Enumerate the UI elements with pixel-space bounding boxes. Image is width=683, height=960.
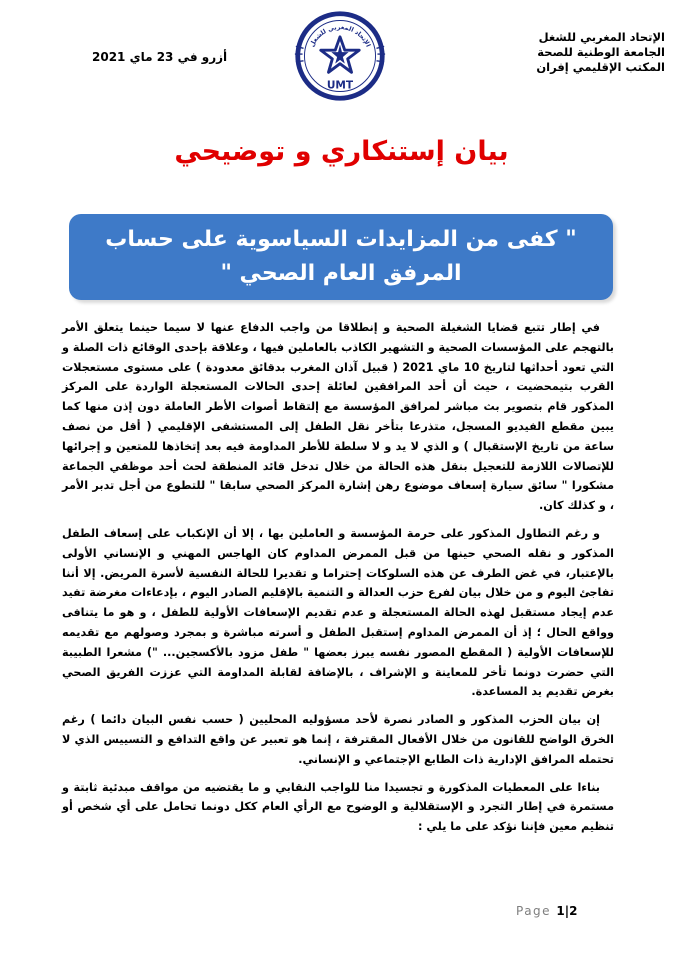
page-footer <box>516 904 578 918</box>
umt-star-logo-icon <box>292 8 388 104</box>
headline-banner <box>69 214 613 300</box>
paragraph-conclusion: بناءا على المعطيات المذكورة و تجسيدا منا للواجب النقابي و ما يقتضيه من مواقف مبدئية ثابتة و مستمرة في إطار التجرد و الإستقلالية و الوضوح مع الرأي العام ككل دونما تحامل على أي شخص أو تنظيم معين فإننا نؤكد على ما يلي : <box>62 780 614 834</box>
org-line-federation: الجامعة الوطنية للصحة <box>537 45 665 59</box>
org-line-office: المكتب الإقليمي إفران <box>536 60 665 74</box>
svg-text:الإتحاد المغربي للشغل: الإتحاد المغربي للشغل <box>308 24 372 49</box>
org-line-union: الإتحاد المغربي للشغل <box>538 30 665 44</box>
footer-page-label: Page <box>516 904 552 918</box>
page-title: بيان إستنكاري و توضيحي <box>174 136 509 167</box>
footer-total-pages: 2 <box>569 904 578 918</box>
organization-header <box>465 30 665 75</box>
statement-body <box>62 318 614 837</box>
paragraph-context: في إطار تتبع قضايا الشغيلة الصحية و إنطلاقا من واجب الدفاع عنها لا سيما حينما يتعلق الأمر بالتهجم على المؤسسات الصحية و التشهير الكاذب بالعاملين فيها ، وعلاقة بإحدى الوقائع ذات الصلة و التي تعود أحداثها لتاريخ 10 ماي 2021 ( قبيل آذان المغرب بدقائق معدودة ) على مستوى مستعجلات القرب بتيمحضيت ، حيث أن أحد المرافقين لعائلة إحدى الحالات المستعجلة الواردة على المركز المذكور قام بتصوير بث مباشر لمرافق المؤسسة مع إلتقاط أصوات الأطر العاملة دون إذن منها كما يبين مقطع الفيديو المسجل، متذرعا بتأخر نقل الطفل إلى المستشفى الإقليمي ( أقل من نصف ساعة من تاريخ الإستقبال ) و الذي لا يد و لا سلطة للأطر المداومة فيه بعد إتخاذها للمتعين و إجرائها للإتصالات اللازمة للتعجيل بنقل هذه الحالة من خلال تدخل قائد المنطقة لحث أحد موظفي الجماعة مشكورا " سائق سيارة إسعاف موضوع رهن إشارة المركز الصحي سابقا " للتطوع من أجل تدبر الأمر ، و كذلك كان. <box>62 321 615 513</box>
banner-text: " كفى من المزايدات السياسوية على حساب المرفق العام الصحي " <box>105 227 577 286</box>
umt-letters: UMT <box>326 79 354 92</box>
paragraph-party-statement: إن بيان الحزب المذكور و الصادر نصرة لأحد مسؤوليه المحليين ( حسب نفس البيان دائما ) رغم الخرق الواضح للقانون من خلال الأفعال المقترفة ، إنما هو تعبير عن واقع التدافع و التسييس الذي لا تحتمله المرافق الإدارية ذات الطابع الإجتماعي و الإنساني. <box>62 713 614 766</box>
umt-logo <box>292 8 388 104</box>
document-date: أزرو في 23 ماي 2021 <box>92 50 228 64</box>
paragraph-response: و رغم التطاول المذكور على حرمة المؤسسة و العاملين بها ، إلا أن الإنكباب على إسعاف الطفل المذكور و نقله الصحي حينها من قبل الممرض المداوم كان الهاجس المهني و الإنساني الأولى بالإعتبار، في غض الطرف عن هذه السلوكات إحتراما و تقديرا للحالة النفسية لأسرة المريض. إلا أننا تفاجئ اليوم و من خلال بيان لفرع حزب العدالة و التنمية بالإقليم الصادر اليوم ، بإدعاءات مغرضة تفيد عدم إيجاد مستقبل لهذه الحالة المستعجلة و عدم تقديم الإسعافات الأولية للطفل ، و هو ما يتنافى وواقع الحال ؛ إذ أن الممرض المداوم إستقبل الطفل و أسرته مباشرة و بمجرد وصولهم مع تقديمه للإسعافات الأولية ( المقطع المصور نفسه يبرز بعضها " طفل مزود بالأكسجين... ") مشعرا الطبيبة التي حضرت دونما تأخر للمعاينة و الإشراف ، بالإضافة لقابلة المداومة التي عززت الفريق الصحي بغرض تقديم يد المساعدة. <box>62 526 614 699</box>
footer-current-page: 1 <box>556 904 565 918</box>
footer-separator: | <box>564 904 570 918</box>
